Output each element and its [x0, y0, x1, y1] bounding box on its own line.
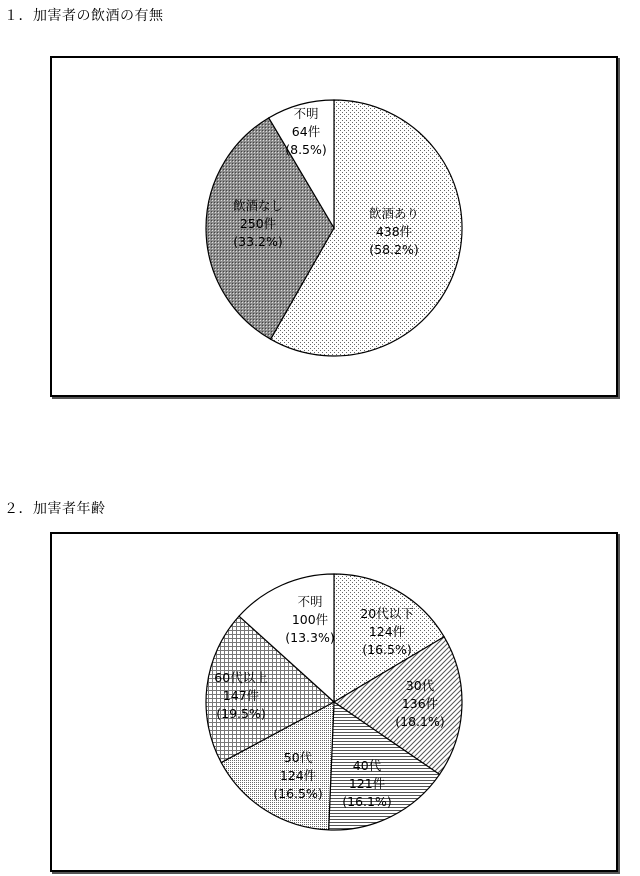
slice-percent-text: (18.1%) — [395, 714, 445, 729]
pie-chart-drinking — [52, 58, 616, 395]
slice-percent-text: (8.5%) — [285, 142, 327, 157]
slice-label-text: 60代以上 — [214, 670, 268, 685]
pie-chart-age — [52, 534, 616, 870]
slice-percent-text: (33.2%) — [233, 234, 283, 249]
slice-count-text: 147件 — [222, 688, 260, 703]
slice-label-text: 50代 — [283, 750, 313, 765]
slice-count-text: 124件 — [368, 624, 406, 639]
slice-count-text: 250件 — [239, 216, 277, 231]
slice-percent-text: (16.5%) — [273, 786, 323, 801]
chart-frame-drinking — [50, 56, 618, 397]
slice-label-text: 飲酒あり — [368, 206, 420, 221]
slice-percent-text: (16.1%) — [342, 794, 392, 809]
slice-count-text: 438件 — [375, 224, 413, 239]
section-heading-drinking: １．加害者の飲酒の有無 — [4, 8, 164, 24]
slice-percent-text: (19.5%) — [216, 706, 266, 721]
slice-label-text: 不明 — [297, 594, 323, 609]
slice-count-text: 64件 — [291, 124, 321, 139]
chart-frame-age — [50, 532, 618, 872]
slice-label-text: 20代以下 — [360, 606, 414, 621]
slice-count-text: 121件 — [348, 776, 386, 791]
slice-count-text: 124件 — [279, 768, 317, 783]
slice-label-text: 不明 — [293, 106, 319, 121]
slice-percent-text: (16.5%) — [362, 642, 412, 657]
section-heading-age: ２．加害者年齢 — [4, 501, 106, 517]
slice-label-text: 飲酒なし — [232, 198, 284, 213]
slice-label-text: 40代 — [352, 758, 382, 773]
slice-label-text: 30代 — [405, 678, 435, 693]
slice-count-text: 100件 — [291, 612, 329, 627]
slice-count-text: 136件 — [401, 696, 439, 711]
slice-percent-text: (58.2%) — [369, 242, 419, 257]
slice-percent-text: (13.3%) — [285, 630, 335, 645]
